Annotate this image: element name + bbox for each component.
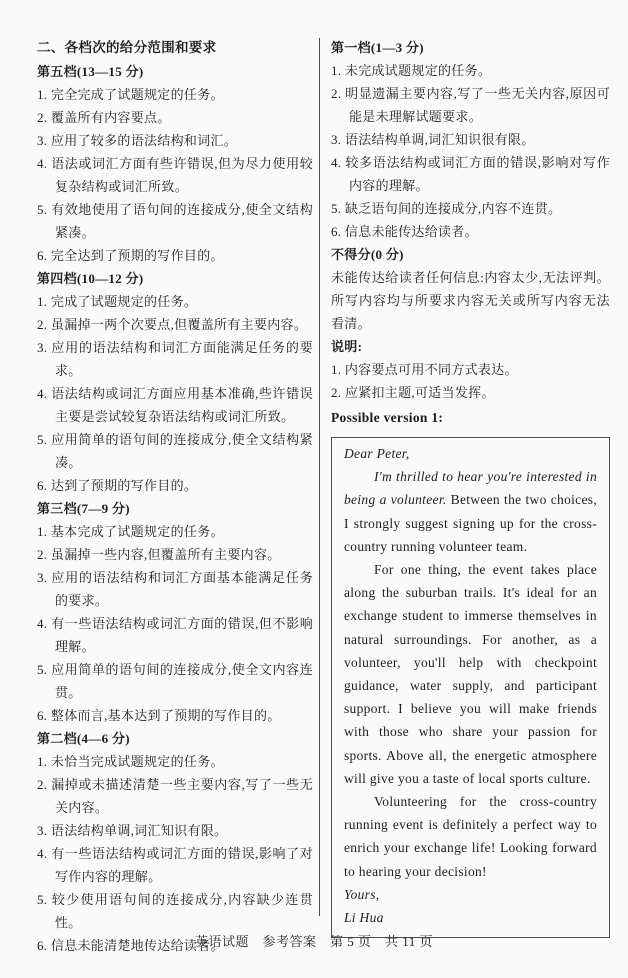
notes-section [331,335,610,404]
rubric-item: 1. 基本完成了试题规定的任务。 [37,524,224,539]
band-5-title: 第五档(13—15 分) [37,64,144,79]
rubric-item: 6. 信息未能传达给读者。 [331,224,478,239]
rubric-item: 4. 语法或词汇方面有些许错误,但为尽力使用较复杂结构或词汇所致。 [37,156,313,194]
essay-p1-italic: I'm thrilled to hear you're interested in being a volunteer. [344,469,597,508]
zero-score-title: 不得分(0 分) [331,247,404,262]
rubric-item: 3. 应用的语法结构和词汇方面能满足任务的要求。 [37,340,313,378]
rubric-item: 3. 语法结构单调,词汇知识有限。 [37,823,228,838]
band-2-section [37,727,313,957]
rubric-item: 4. 语法结构或词汇方面应用基本准确,些许错误主要是尝试较复杂语法结构或词汇所致。 [37,386,313,424]
band-3-title: 第三档(7—9 分) [37,501,130,516]
rubric-item: 6. 完全达到了预期的写作目的。 [37,248,224,263]
band-3-section [37,497,313,727]
rubric-item: 5. 较少使用语句间的连接成分,内容缺少连贯性。 [37,892,313,930]
rubric-item: 6. 达到了预期的写作目的。 [37,478,198,493]
page-footer: 英语试题 参考答案 第 5 页 共 11 页 [194,934,434,949]
rubric-item: 5. 应用简单的语句间的连接成分,使全文结构紧凑。 [37,432,313,470]
essay-paragraph-2: For one thing, the event takes place along the suburban trails. It's ideal for an exchange student to immerse themselves in natural surroundings. For another, as a volunteer, you'll help with checkpoint guidance, water supply, and participant support. I believe you will make friends with those who share your passion for sports. Above all, the energetic atmosphere will give you a taste of local sports culture. [344,562,597,786]
rubric-item: 5. 缺乏语句间的连接成分,内容不连贯。 [331,201,562,216]
right-column [331,36,610,938]
rubric-item: 1. 未恰当完成试题规定的任务。 [37,754,224,769]
rubric-item: 1. 完全完成了试题规定的任务。 [37,87,224,102]
rubric-item: 2. 漏掉或未描述清楚一些主要内容,写了一些无关内容。 [37,777,313,815]
rubric-item: 2. 虽漏掉一两个次要点,但覆盖所有主要内容。 [37,317,308,332]
essay-p1-roman: Between the two choices, I strongly suggest signing up for the cross-country running volunteer team. [344,492,597,554]
essay-salutation: Dear Peter, [344,446,410,461]
band-2-title: 第二档(4—6 分) [37,731,130,746]
note-item: 2. 应紧扣主题,可适当发挥。 [331,385,495,400]
essay-closing: Yours, [344,886,380,902]
rubric-item: 3. 应用的语法结构和词汇方面基本能满足任务的要求。 [37,570,313,608]
zero-score-section [331,243,610,335]
notes-title: 说明: [331,339,363,354]
band-1-title: 第一档(1—3 分) [331,40,424,55]
essay-signature: Li Hua [344,910,384,926]
rubric-item: 3. 应用了较多的语法结构和词汇。 [37,133,238,148]
note-item: 1. 内容要点可用不同方式表达。 [331,362,518,377]
rubric-item: 3. 语法结构单调,词汇知识很有限。 [331,132,535,147]
column-divider [319,38,320,916]
rubric-item: 4. 较多语法结构或词汇方面的错误,影响对写作内容的理解。 [331,155,610,193]
rubric-item: 6. 信息未能清楚地传达给读者。 [37,938,224,953]
essay-paragraph-3: Volunteering for the cross-country running event is definitely a perfect way to enrich your exchange life! Looking forward to hearing your decision! [344,794,597,879]
rubric-item: 1. 未完成试题规定的任务。 [331,63,492,78]
rubric-item: 2. 明显遗漏主要内容,写了一些无关内容,原因可能是未理解试题要求。 [331,86,610,124]
section-heading: 二、各档次的给分范围和要求 [37,40,217,55]
rubric-item: 2. 虽漏掉一些内容,但覆盖所有主要内容。 [37,547,281,562]
rubric-item: 5. 有效地使用了语句间的连接成分,使全文结构紧凑。 [37,202,313,240]
band-1-section [331,36,610,243]
band-5-section [37,60,313,267]
band-4-title: 第四档(10—12 分) [37,271,144,286]
rubric-item: 2. 覆盖所有内容要点。 [37,110,171,125]
rubric-item: 1. 完成了试题规定的任务。 [37,294,198,309]
left-column [37,36,313,957]
model-essay-box [331,437,610,938]
possible-version-label: Possible version 1: [331,410,444,425]
essay-paragraph-1 [344,465,597,558]
rubric-item: 6. 整体而言,基本达到了预期的写作目的。 [37,708,281,723]
rubric-item: 5. 应用简单的语句间的连接成分,使全文内容连贯。 [37,662,313,700]
zero-score-text: 未能传达给读者任何信息:内容太少,无法评判。所写内容均与所要求内容无关或所写内容无法看清。 [331,270,610,331]
band-4-section [37,267,313,497]
rubric-item: 4. 有一些语法结构或词汇方面的错误,影响了对写作内容的理解。 [37,846,313,884]
rubric-item: 4. 有一些语法结构或词汇方面的错误,但不影响理解。 [37,616,313,654]
